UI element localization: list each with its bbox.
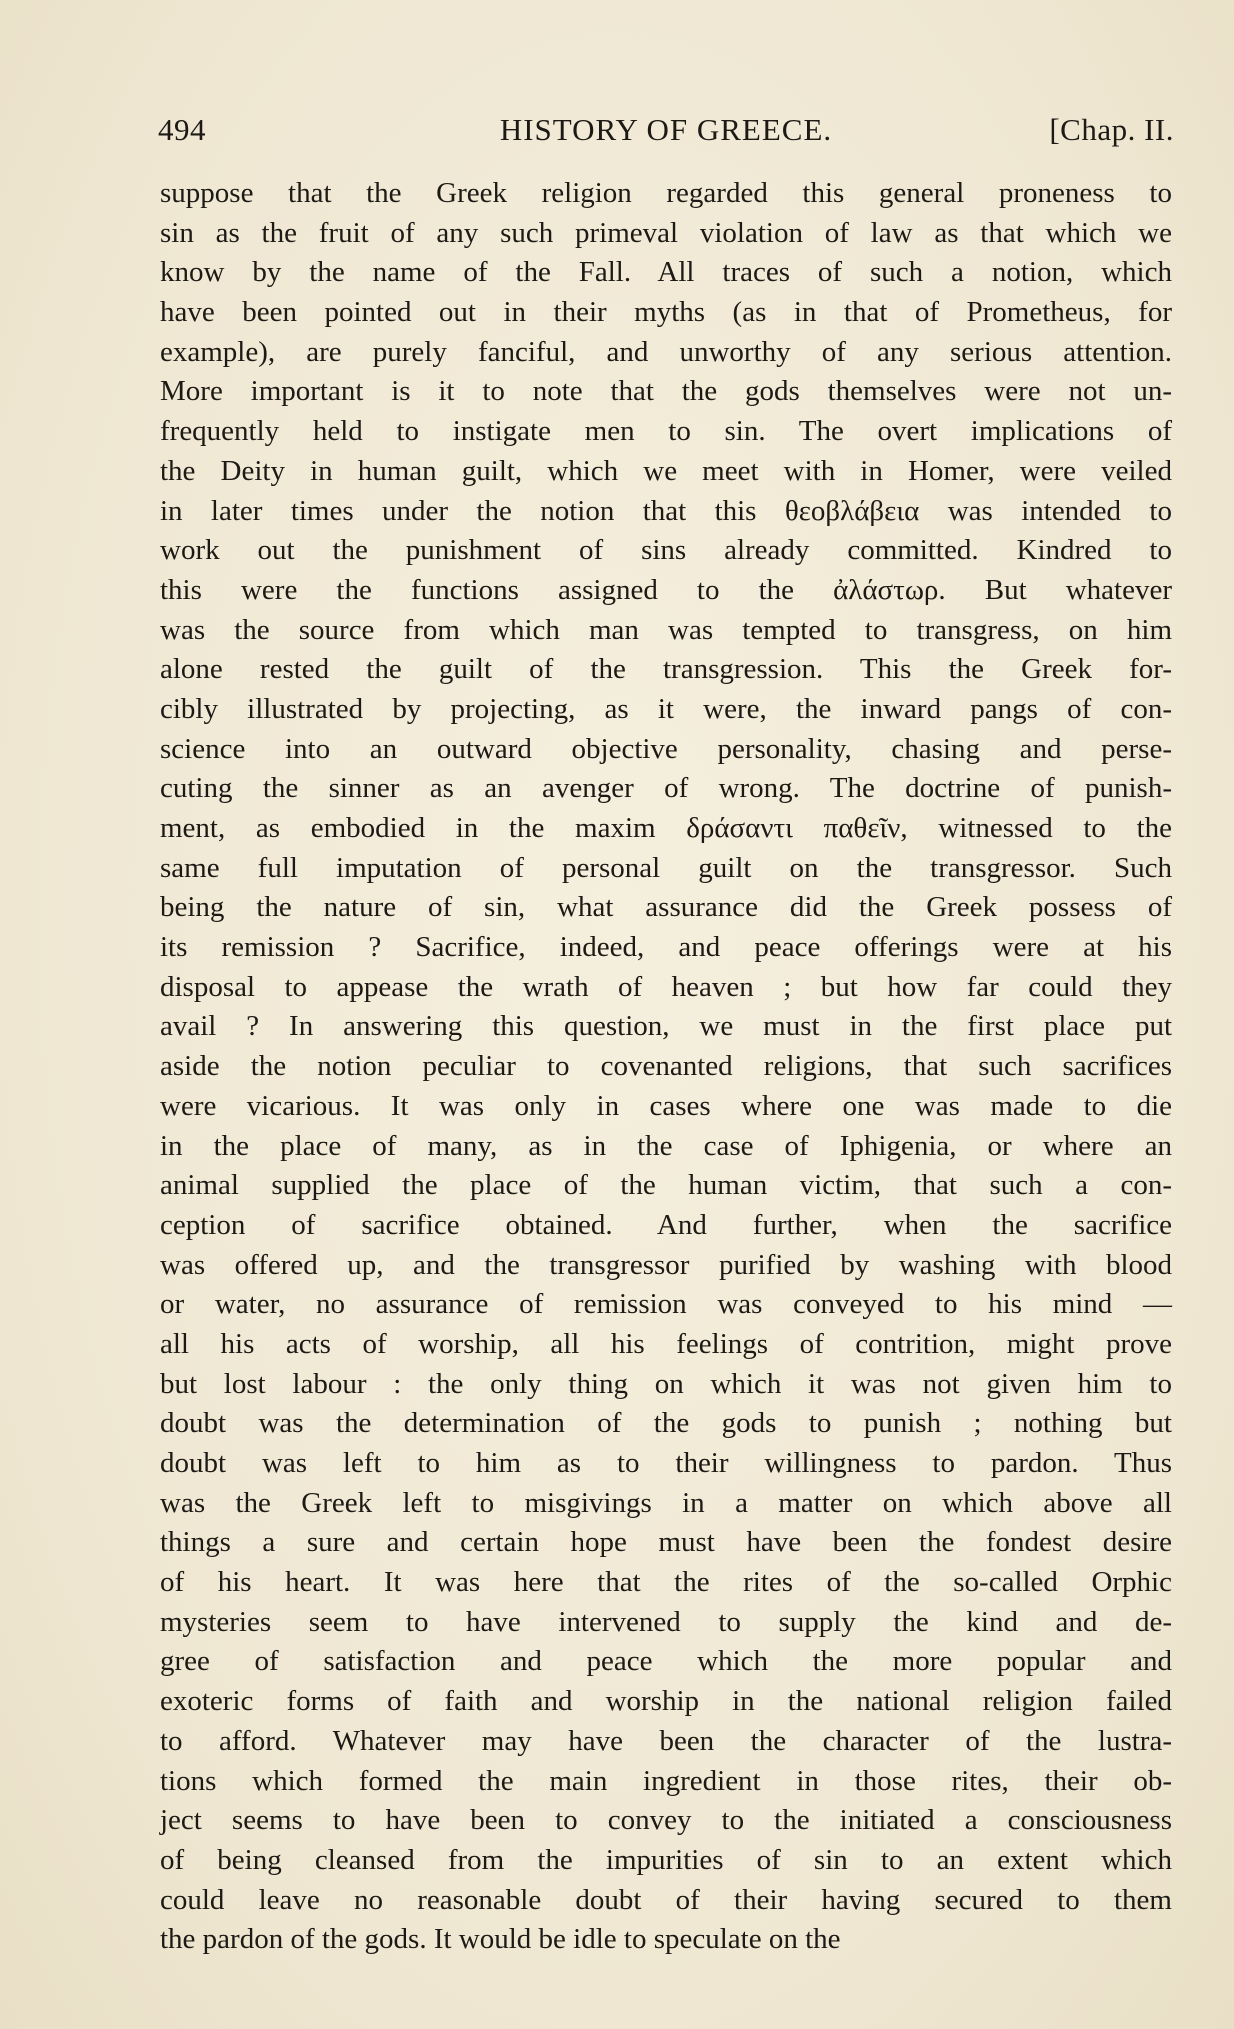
text-line: gree of satisfaction and peace which the more popular and: [160, 1645, 1172, 1678]
text-line: the pardon of the gods. It would be idle to speculate on the: [160, 1923, 841, 1956]
chapter-reference: [Chap. II.: [1049, 112, 1174, 147]
text-line: being the nature of sin, what assurance did the Greek possess of: [160, 891, 1172, 924]
text-line: avail ? In answering this question, we must in the first place put: [160, 1010, 1172, 1043]
text-line: suppose that the Greek religion regarded this general proneness to: [160, 177, 1172, 209]
text-line: ject seems to have been to convey to the initiated a consciousness: [160, 1804, 1172, 1837]
text-line: animal supplied the place of the human victim, that such a con-: [160, 1169, 1172, 1202]
text-line: to afford. Whatever may have been the character of the lustra-: [160, 1724, 1172, 1757]
body-text: [160, 174, 1172, 1960]
text-line: doubt was the determination of the gods to punish ; nothing but: [160, 1407, 1172, 1440]
text-line: science into an outward objective personality, chasing and perse-: [160, 732, 1172, 765]
text-line: in the place of many, as in the case of Iphigenia, or where an: [160, 1129, 1172, 1162]
text-line: the Deity in human guilt, which we meet with in Homer, were veiled: [160, 454, 1172, 487]
text-line: frequently held to instigate men to sin. The overt implications of: [160, 415, 1172, 448]
text-line: disposal to appease the wrath of heaven ; but how far could they: [160, 970, 1172, 1003]
text-line: alone rested the guilt of the transgression. This the Greek for-: [160, 653, 1172, 686]
text-line: ment, as embodied in the maxim δράσαντι παθεῖν, witnessed to the: [160, 812, 1172, 844]
text-line: example), are purely fanciful, and unworthy of any serious attention.: [160, 335, 1172, 368]
text-line: of being cleansed from the impurities of sin to an extent which: [160, 1843, 1172, 1876]
text-line: work out the punishment of sins already committed. Kindred to: [160, 534, 1172, 567]
text-line: or water, no assurance of remission was conveyed to his mind —: [160, 1288, 1172, 1321]
text-line: doubt was left to him as to their willingness to pardon. Thus: [160, 1447, 1172, 1479]
text-line: all his acts of worship, all his feelings of contrition, might prove: [160, 1327, 1172, 1360]
running-title: HISTORY OF GREECE.: [499, 112, 833, 147]
text-line: sin as the fruit of any such primeval violation of law as that which we: [160, 216, 1172, 249]
text-line: of his heart. It was here that the rites of the so-called Orphic: [160, 1566, 1172, 1599]
text-line: its remission ? Sacrifice, indeed, and peace offerings were at his: [160, 931, 1172, 964]
text-line: More important is it to note that the gods themselves were not un-: [160, 375, 1172, 408]
text-line: ception of sacrifice obtained. And further, when the sacrifice: [160, 1208, 1172, 1241]
text-line: have been pointed out in their myths (as in that of Prometheus, for: [160, 296, 1172, 329]
text-line: were vicarious. It was only in cases where one was made to die: [160, 1089, 1172, 1122]
text-line: was the source from which man was tempted to transgress, on him: [160, 613, 1172, 646]
text-line: things a sure and certain hope must have been the fondest desire: [160, 1526, 1172, 1559]
text-line: same full imputation of personal guilt on the transgressor. Such: [160, 851, 1172, 884]
text-line: tions which formed the main ingredient in those rites, their ob-: [160, 1764, 1172, 1797]
text-line: cuting the sinner as an avenger of wrong. The doctrine of punish-: [160, 772, 1172, 805]
text-line: was the Greek left to misgivings in a matter on which above all: [160, 1486, 1172, 1519]
text-line: in later times under the notion that this θεοβλάβεια was intended to: [160, 494, 1172, 527]
text-line: mysteries seem to have intervened to supply the kind and de-: [160, 1605, 1172, 1638]
text-line: exoteric forms of faith and worship in the national religion failed: [160, 1685, 1172, 1718]
text-line: could leave no reasonable doubt of their having secured to them: [160, 1883, 1172, 1916]
text-line: was offered up, and the transgressor purified by washing with blood: [160, 1248, 1172, 1281]
text-line: know by the name of the Fall. All traces of such a notion, which: [160, 256, 1172, 289]
page-number: 494: [158, 112, 206, 147]
text-line: this were the functions assigned to the ἀλάστωρ. But whatever: [160, 573, 1172, 606]
page-header: [158, 108, 1174, 152]
text-line: cibly illustrated by projecting, as it were, the inward pangs of con-: [160, 692, 1172, 725]
text-line: aside the notion peculiar to covenanted religions, that such sacrifices: [160, 1050, 1172, 1083]
text-line: but lost labour : the only thing on which it was not given him to: [160, 1367, 1172, 1400]
